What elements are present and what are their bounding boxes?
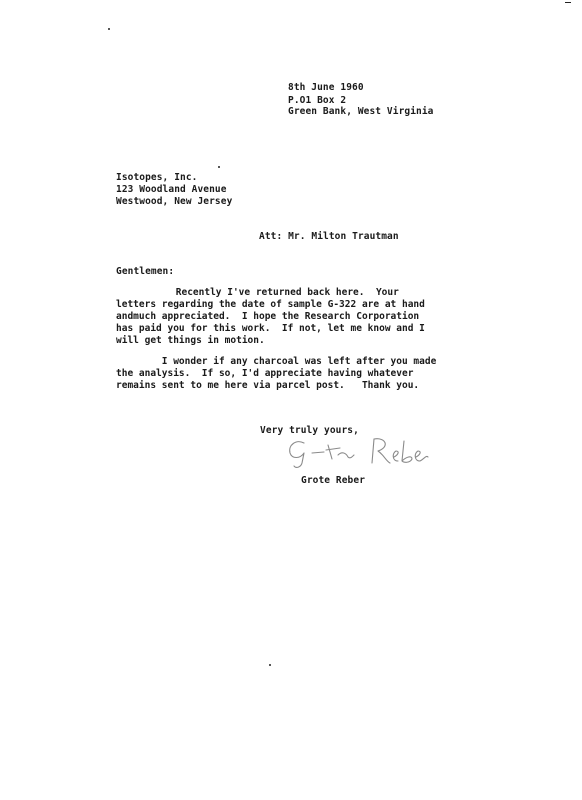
scan-speck: [565, 2, 571, 3]
attention-line: Att: Mr. Milton Trautman: [259, 231, 399, 242]
paragraph-1-line: has paid you for this work. If not, let me know and I: [116, 323, 425, 334]
scan-speck: [108, 28, 110, 30]
signature-image: [282, 433, 432, 473]
recipient-city: Westwood, New Jersey: [116, 196, 233, 207]
paragraph-2-line: remains sent to me here via parcel post. Thank you.: [116, 380, 420, 391]
recipient-name: Isotopes, Inc.: [116, 172, 198, 183]
date-line: 8th June 1960: [288, 82, 364, 93]
scan-speck: [218, 166, 220, 168]
paragraph-2-line: I wonder if any charcoal was left after you made: [116, 356, 437, 367]
scan-speck: [269, 664, 271, 666]
salutation: Gentlemen:: [116, 266, 175, 277]
sender-city-line: Green Bank, West Virginia: [288, 106, 434, 117]
signer-name: Grote Reber: [301, 475, 366, 486]
paragraph-1-line: Recently I've returned back here. Your: [130, 287, 399, 298]
sender-box-line: P.O1 Box 2: [288, 95, 347, 106]
paragraph-1-line: letters regarding the date of sample G-322 are at hand: [116, 299, 425, 310]
closing: Very truly yours,: [260, 425, 359, 436]
paragraph-1-line: andmuch appreciated. I hope the Research Corporation: [116, 311, 420, 322]
recipient-street: 123 Woodland Avenue: [116, 184, 227, 195]
paragraph-2-line: the analysis. If so, I'd appreciate having whatever: [116, 368, 414, 379]
paragraph-1-line: will get things in motion.: [116, 335, 265, 346]
